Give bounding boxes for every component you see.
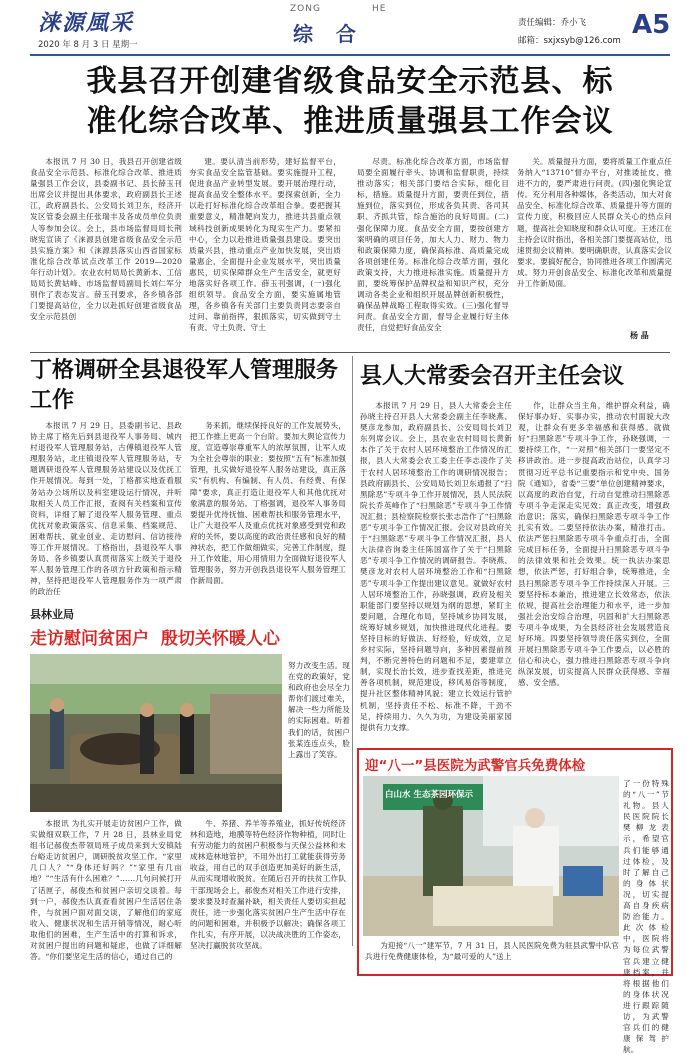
forestry-col-1: 本报讯 为扎实开展走访贫困户工作，做实做细双联工作，7 月 28 日，县林业局党组书记郝俊杰带领局班子成员来到大安镇陆台峪走访贫困户，调研脱贫攻坚工作。“家里几口人？”“身体还好吗？”“家里有几亩地？”“生活有什么困难？”……几句问候打开了话匣子，郝俊杰和贫困户亲切交谈着。每到一户，郝俊杰认真查看贫困户生活居住条件，与贫困户面对面交谈，了解他们的家庭收入、健康状况和生活开销等情况，耐心听取他们的困难，生产生活中的打算和诉求，对贫困户提出的问题和疑虑，也做了详细解答。“你们要坚定生活的信心，通过自己的 [30, 819, 182, 962]
farm-photo [30, 654, 282, 812]
veteran-headline: 丁格调研全县退役军人管理服务工作 [30, 358, 339, 413]
hospital-photo-graphic [363, 776, 619, 936]
photo-side-text: 了一份特殊的“八一”节礼物。县人民医院院长樊柳龙表示，希望官兵们能够通过体检，及时了解自己的身体状况，切实提高自身疾病防治能力。此次体检中，医院将为每位武警官兵建立健康档案，并将根据他们的身体状况进行跟踪随访，为武警官兵们的健康保驾护航。 [623, 779, 669, 1055]
lead-col-3: 尽责。标准化综合改革方面，市场监督局要全面履行牵头、协调和监督职责，持续推动落实；相关部门要结合实际，细化目标，措施。质量提升方面，要责任到位，措施到位，落实到位，形成各负其责、各司其职、齐抓共管，综合施治的良好局面。(二)强化保障力度。食品安全方面，要按创建方案明确的项目任务，加大人力、财力、物力和政策保障力度，确保高标准、高质量完成各项创建任务。标准化综合改革方面，强化政策支持，大力推进标准实施。质量提升方面，要统筹保护品牌权益和知识产权，充分调动各类企业和组织开展品牌创新积极性，确保品牌战略工程取得实效。(三)强化督导问责。食品安全方面，督导企业履行好主体责任，自觉把好食品安全 [357, 157, 509, 333]
veteran-col-2: 务来抓，继续保持良好的工作发展势头，把工作推上更高一个台阶。要加大舆论宣传力度，宣造尊崇尊重军人的浓厚氛围，让军人成为全社会尊崇的职业；要按照“五有”标准加强管理，扎实做好退役军人服务站建设，真正落实“有机构、有编制、有人员、有经费、有保障”要求，真正打造让退役军人和其他优抚对象满意的服务站。丁格强调，退役军人事务局要提升优待抚恤、困难帮扶和服务管理水平，让广大退役军人及重点优抚对象感受到党和政府的关怀，要以高度的政治责任感和良好的精神状态，把工作做细做实，完善工作制度，提升工作效能，用心用情用力全面做好退役军人管理服务，努力开创我县退役军人服务管理工作新局面。 [190, 421, 346, 586]
page-number: A5 [632, 10, 671, 40]
photo-sign-text: 白山水 生态茶园环保示 [385, 790, 473, 800]
paper-name: 涞源風采 [38, 10, 135, 36]
npc-headline: 县人大常委会召开主任会议 [360, 364, 625, 389]
npc-col-1: 本报讯 7 月 29 日，县人大常委会主任孙晓主持召开县人大常委会副主任李晓燕、樊彦龙参加，政府副县长、公安局局长刘卫东列席会议。会上，县农业农村局局长黄新本作了关于农村人居环境整治工作情况的汇报，县人大常委会农工委主任李志凌作了关于农村人居环境整治工作的调研情况报告；县政府副县长、公安局局长刘卫东通报了“扫黑除恶”专项斗争工作开展情况，县人民法院院长乔英峰作了“扫黑除恶”专项斗争工作情况汇报；县检察院检察长张志浩作了“扫黑除恶”专项斗争工作情况汇报。会议对县政府关于“扫黑除恶”专项斗争工作情况汇报，县人大法律咨询委主任陈国富作了关于“扫黑除恶”专项斗争工作情况的调研报告。李晓燕、樊彦龙对农村人居环境整治工作和“扫黑除恶”专项斗争工作提出建议意见。就做好农村人居环境整治工作，孙晓强调，政府及相关职能部门要坚持以规划为纲的思想，紧盯主要问题，合理化布局，坚持城乡协同发展，统筹好城乡规划，加快推进现代化进程。要坚持目标的好做法、好经验，好成效，立足乡村实际，坚持问题导向，多种因素提前预判，不断完善特色的问题和不足，要建章立制，实现长治长效，进步查找差距，推进完善各项机制，规范建设，移风易俗等制度，提升社区整体精神风貌；建立长效运行管护机制，坚持责任不松、标准不降，干劲不足，持续用力、久久为功，为建设美丽家园提供有力支撑。 [360, 401, 512, 732]
lead-headline-line1: 我县召开创建省级食品安全示范县、标 [86, 64, 614, 99]
lead-divider [30, 352, 670, 353]
editor-email: 邮箱：sxjxsyb@126.com [518, 36, 621, 46]
middle-divider [352, 356, 353, 946]
masthead [0, 0, 700, 56]
section-title: 综 合 [293, 22, 359, 46]
editor-label: 责任编辑：乔小飞 [518, 18, 587, 28]
lead-col-2: 建。要认清当前形势，建好监督平台，夯实食品安全监管基础。要实施提升工程，促进食品产业转型发展。要开展治理行动，提高食品安全整体水平。要探索创新，全力以赴打好标准化综合改革组合拳。要把握其重要意义，精准靶向发力，推进共县重点领域科技创新成果转化为现实生产力。要紧扣中心，全力以赴推进质量强县建设。要突出质量兴县，推动重点产业加快发展，突出质量惠企，全面提升企业发展水平，突出质量惠民，切实保障群众生产生活安全，就更好地落实好各项工作。薛玉刊强调，(一)强化组织领导。食品安全方面，要实施属地管理，各乡镇各有关部门主要负责同志要亲自过问、靠前指挥，狠抓落实，切实做到守土有责、守土负责、守土 [189, 157, 341, 333]
photo-story-box [357, 748, 673, 1055]
issue-date: 2020 年 8 月 3 日 星期一 [38, 40, 138, 50]
lead-col-1: 本报讯 7 月 30 日，我县召开创建省级食品安全示范县、标准化综合改革、推进质量强县工作会议，县委副书记、县长薛玉刊出席会议并提出具体要求，政府副县长王述江，政府副县长、公安局长刘卫东，经济开发区管委会副主任张瑞丰及各成员单位负责人等参加会议。会上，县市场监督局局长荆晓宪宣读了《涞源县创建省级食品安全示范县实施方案》和《涞源县落实山西省国家标准化综合改革试点改革工作 2019—2020 年行动计划》。农业农村局局长黄新本、工信局局长黄姑峰、市场监督局副局长刘仁军分别作了表态发言。薛玉刊要求，各乡镇各部门要提高站位，全力以赴抓好创建省级食品安全示范县创 [30, 157, 182, 322]
forestry-headline: 走访慰问贫困户 殷切关怀暖人心 [30, 629, 280, 649]
forestry-body-right: 努力改变生活。现在党的政策好，党和政府也会尽全力帮你们渡过难关，解决一些力所能及的实际困难。听着我们的话，贫困户张某连连点头，脸上露出了笑容。 [288, 661, 350, 759]
lead-col-4: 关。质量提升方面，要将质量工作重点任务纳入“13710”督办平台，对推诿扯皮、推进不力的，要严肃进行问责。(四)强化舆论宣传。充分利用各种媒体，各类活动，加大对食品安全、标准化综合改革、质量提升等方面的宣传力度，积极回应人民群众关心的热点问题，提高社会知晓度和群众认可度。王述江在主持会议时指出，各相关部门要提高站位，迅速贯彻会议精神。要明确职责，认真落实会议要求。要搞好配合，协同推进各项工作圆满完成。努力开创食品安全、标准化改革和质量提升工作新局面。 [517, 157, 672, 289]
lead-headline [20, 62, 680, 142]
photo-caption: 为迎接“八一”建军节，7 月 31 日，县人民医院免费为驻县武警中队官兵进行免费健康体检，为“最可爱的人”送上 [365, 941, 619, 962]
npc-col-2: 作，让群众当主角，维护群众利益，确保好事办好、实事办实，推动农村面貌大改观，让群众有更多幸福感和获得感。就做好“扫黑除恶”专项斗争工作，孙晓强调，一要持续工作，“一对照”相关部门一要坚定不移讲政治。进一步提高政治站位，认真学习贯彻习近平总书记重要指示和党中央、国务院《通知》，省委“三要”单位创建精神要求，以高度的政治自觉，行动自觉推动扫黑除恶专项斗争走深走实见效；真正改变，增强政治意识；落实，确保扫黑除恶专项斗争工作扎实有效。二要坚持依法办案，精准打击。依法严惩扫黑除恶专项斗争重点打击，全面完成目标任务，全面提升扫黑除恶专项斗争的法律效果和社会效果。统一执法办案思想，依法严惩，打好组合拳，统筹推进，全县扫黑除恶专项斗争工作持续深入开展。三要坚持标本兼治，推进建立长效常态，依法依规，提高社会治理能力和水平，进一步加强社会治安综合治理，巩固和扩大扫黑除恶专项斗争成果，为全县经济社会发展营造良好环境。四要坚持领导责任落实到位，全面开展扫黑除恶专项斗争工作要点，以必胜的信心和决心，强力推进扫黑除恶专项斗争向纵深发展，切实提高人民群众获得感、幸福感、安全感。 [518, 401, 670, 688]
pinyin-left: ZONG [290, 4, 321, 14]
lead-byline: 杨 晶 [630, 331, 649, 340]
lead-headline-line2: 准化综合改革、推进质量强县工作会议 [86, 104, 614, 139]
photo-headline: 迎“八一”县医院为武警官兵免费体检 [365, 758, 586, 774]
hospital-photo [363, 776, 619, 936]
pinyin-right: HE [372, 4, 387, 14]
farm-photo-graphic [30, 654, 282, 812]
masthead-rule [30, 54, 670, 56]
forestry-kicker: 县林业局 [30, 608, 74, 621]
veteran-col-1: 本报讯 7 月 29 日，县委副书记、县政协主席丁格先后到县退役军人事务局、城内村退役军人管理服务站，古傅镇退役军人管理服务站，北庄镇退役军人管理服务站，专题调研退役军人管理服务站建设以及优抚工作开展情况。每到一处，丁格都实地查看服务站办公场所以及科室建设运行情况，并听取相关人员工作汇报，查阅有关档案和宣传资料，详细了解了退役军人服务管理、重点优抚对象政策落实、信息采集、档案规范、困难帮扶、就业创业、走访慰问、信访接待等工作开展情况。丁格指出，县退役军人事务局、各乡镇要认真贯彻落实上级关于退役军人服务管理工作的各项方针政策和指示精神，坚持把退役军人管理服务作为一项严肃的政治任 [30, 421, 182, 597]
forestry-col-2: 牛、养猪、养羊等养殖业，抓好传统经济林和造地，地膜等特色经济作物种植，同时让有劳动能力的贫困户积极参与天保公益林和未成林造林地管护，不用外出打工就能获得劳务收益，用自己的双手创造更加美好的新生活，从而实现增收脱贫。在随后召开的扶贫工作队干部现场会上，郝俊杰对相关工作进行安排，要求要及时查漏补缺，相关责任人要切实担起责任，进一步强化落实贫困户生产生活中存在的问题和困难，并积极予以解决；确保各项工作扎实，有序开展，以决战决胜的工作姿态，坚决打赢脱贫攻坚战。 [190, 819, 346, 951]
